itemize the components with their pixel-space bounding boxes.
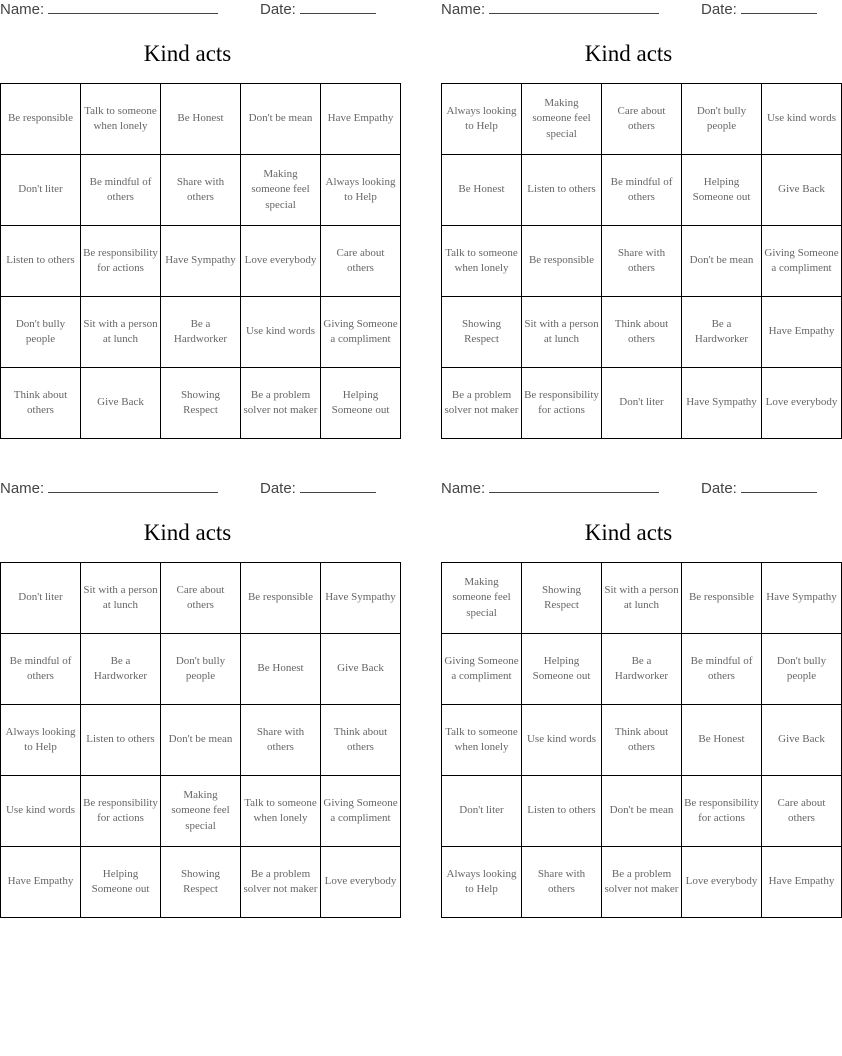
bingo-cell: Don't bully people	[1, 297, 81, 368]
bingo-cell: Think about others	[1, 368, 81, 439]
date-field	[260, 1, 376, 19]
bingo-cell: Be a problem solver not maker	[442, 368, 522, 439]
bingo-cell: Making someone feel special	[241, 155, 321, 226]
bingo-cell: Be responsibility for actions	[522, 368, 602, 439]
bingo-cell: Love everybody	[762, 368, 842, 439]
card-title: Kind acts	[143, 520, 232, 545]
bingo-cell: Giving Someone a compliment	[321, 297, 401, 368]
bingo-cell: Talk to someone when lonely	[442, 705, 522, 776]
bingo-cell: Helping Someone out	[682, 155, 762, 226]
bingo-cell: Be responsibility for actions	[682, 776, 762, 847]
bingo-cell: Giving Someone a compliment	[762, 226, 842, 297]
bingo-cell: Listen to others	[1, 226, 81, 297]
bingo-cell: Have Empathy	[762, 297, 842, 368]
bingo-cell: Think about others	[321, 705, 401, 776]
bingo-cell: Making someone feel special	[522, 84, 602, 155]
bingo-grid	[441, 83, 842, 439]
bingo-cell: Care about others	[602, 84, 682, 155]
bingo-cell: Listen to others	[81, 705, 161, 776]
bingo-cell: Don't be mean	[161, 705, 241, 776]
bingo-cell: Give Back	[762, 705, 842, 776]
bingo-cell: Always looking to Help	[321, 155, 401, 226]
bingo-row	[442, 847, 842, 918]
card-title: Kind acts	[584, 41, 673, 66]
bingo-cell: Give Back	[321, 634, 401, 705]
bingo-row	[1, 368, 401, 439]
bingo-cell: Helping Someone out	[522, 634, 602, 705]
name-field	[441, 1, 659, 19]
bingo-cell: Don't liter	[602, 368, 682, 439]
bingo-cell: Care about others	[321, 226, 401, 297]
bingo-cell: Have Sympathy	[321, 563, 401, 634]
bingo-row	[1, 563, 401, 634]
bingo-cell: Use kind words	[1, 776, 81, 847]
bingo-cell: Have Empathy	[321, 84, 401, 155]
date-field	[701, 480, 817, 498]
bingo-cell: Give Back	[762, 155, 842, 226]
bingo-cell: Be a problem solver not maker	[602, 847, 682, 918]
bingo-cell: Be mindful of others	[1, 634, 81, 705]
date-blank-line	[741, 1, 817, 14]
bingo-row	[1, 297, 401, 368]
name-blank-line	[489, 480, 659, 493]
bingo-cell: Love everybody	[241, 226, 321, 297]
date-label: Date:	[260, 480, 296, 497]
date-blank-line	[741, 480, 817, 493]
bingo-cell: Be responsible	[682, 563, 762, 634]
bingo-cell: Always looking to Help	[442, 84, 522, 155]
bingo-cell: Sit with a person at lunch	[602, 563, 682, 634]
bingo-row	[442, 155, 842, 226]
bingo-cell: Have Empathy	[1, 847, 81, 918]
date-field	[701, 1, 817, 19]
bingo-cell: Think about others	[602, 705, 682, 776]
name-blank-line	[48, 1, 218, 14]
bingo-row	[442, 368, 842, 439]
bingo-cell: Be a Hardworker	[81, 634, 161, 705]
card-title: Kind acts	[143, 41, 232, 66]
bingo-cell: Giving Someone a compliment	[321, 776, 401, 847]
name-field	[0, 480, 218, 498]
bingo-cell: Making someone feel special	[161, 776, 241, 847]
bingo-cell: Don't liter	[442, 776, 522, 847]
bingo-cell: Care about others	[161, 563, 241, 634]
bingo-cell: Sit with a person at lunch	[522, 297, 602, 368]
bingo-cell: Care about others	[762, 776, 842, 847]
name-label: Name:	[441, 480, 486, 497]
bingo-card	[441, 479, 837, 919]
name-field	[441, 480, 659, 498]
bingo-row	[1, 634, 401, 705]
name-blank-line	[489, 1, 659, 14]
date-label: Date:	[701, 1, 737, 18]
bingo-cell: Be mindful of others	[81, 155, 161, 226]
bingo-row	[1, 226, 401, 297]
bingo-row	[442, 776, 842, 847]
bingo-row	[1, 705, 401, 776]
bingo-cell: Be Honest	[241, 634, 321, 705]
date-label: Date:	[701, 480, 737, 497]
bingo-cell: Be responsible	[522, 226, 602, 297]
bingo-cell: Listen to others	[522, 776, 602, 847]
bingo-cell: Showing Respect	[522, 563, 602, 634]
bingo-cell: Talk to someone when lonely	[81, 84, 161, 155]
bingo-cell: Use kind words	[522, 705, 602, 776]
name-blank-line	[48, 480, 218, 493]
bingo-cell: Be responsibility for actions	[81, 776, 161, 847]
bingo-cell: Be mindful of others	[602, 155, 682, 226]
bingo-cell: Sit with a person at lunch	[81, 297, 161, 368]
bingo-cell: Don't bully people	[161, 634, 241, 705]
bingo-cell: Always looking to Help	[1, 705, 81, 776]
bingo-cell: Helping Someone out	[321, 368, 401, 439]
bingo-row	[1, 155, 401, 226]
bingo-cell: Share with others	[522, 847, 602, 918]
date-blank-line	[300, 480, 376, 493]
bingo-cell: Don't be mean	[602, 776, 682, 847]
bingo-cell: Giving Someone a compliment	[442, 634, 522, 705]
bingo-cell: Give Back	[81, 368, 161, 439]
bingo-card	[0, 0, 398, 440]
name-field	[0, 1, 218, 19]
bingo-row	[442, 226, 842, 297]
bingo-cell: Share with others	[161, 155, 241, 226]
bingo-cell: Be Honest	[682, 705, 762, 776]
bingo-cell: Showing Respect	[442, 297, 522, 368]
bingo-cell: Always looking to Help	[442, 847, 522, 918]
bingo-cell: Talk to someone when lonely	[241, 776, 321, 847]
bingo-row	[442, 634, 842, 705]
bingo-cell: Don't be mean	[241, 84, 321, 155]
bingo-card	[441, 0, 839, 440]
bingo-cell: Showing Respect	[161, 847, 241, 918]
card-title: Kind acts	[584, 520, 673, 545]
bingo-cell: Don't liter	[1, 155, 81, 226]
bingo-cell: Be mindful of others	[682, 634, 762, 705]
name-label: Name:	[441, 1, 486, 18]
bingo-cell: Helping Someone out	[81, 847, 161, 918]
bingo-grid	[0, 83, 401, 439]
bingo-grid	[0, 562, 401, 918]
bingo-cell: Talk to someone when lonely	[442, 226, 522, 297]
bingo-cell: Showing Respect	[161, 368, 241, 439]
bingo-cell: Think about others	[602, 297, 682, 368]
bingo-cell: Don't be mean	[682, 226, 762, 297]
bingo-grid	[441, 562, 842, 918]
bingo-cell: Don't bully people	[682, 84, 762, 155]
bingo-cell: Have Empathy	[762, 847, 842, 918]
bingo-cell: Don't bully people	[762, 634, 842, 705]
bingo-cell: Be Honest	[442, 155, 522, 226]
bingo-cell: Love everybody	[682, 847, 762, 918]
bingo-cell: Making someone feel special	[442, 563, 522, 634]
bingo-cell: Have Sympathy	[682, 368, 762, 439]
date-field	[260, 480, 376, 498]
bingo-cell: Use kind words	[241, 297, 321, 368]
bingo-cell: Be responsible	[1, 84, 81, 155]
name-label: Name:	[0, 1, 45, 18]
bingo-cell: Be a problem solver not maker	[241, 368, 321, 439]
bingo-card	[0, 479, 398, 919]
bingo-cell: Be responsible	[241, 563, 321, 634]
bingo-cell: Love everybody	[321, 847, 401, 918]
bingo-cell: Have Sympathy	[161, 226, 241, 297]
bingo-cell: Be a Hardworker	[602, 634, 682, 705]
bingo-row	[442, 563, 842, 634]
bingo-row	[442, 705, 842, 776]
bingo-row	[442, 84, 842, 155]
bingo-cell: Be a Hardworker	[682, 297, 762, 368]
bingo-cell: Have Sympathy	[762, 563, 842, 634]
bingo-row	[442, 297, 842, 368]
bingo-cell: Share with others	[602, 226, 682, 297]
bingo-cell: Be a problem solver not maker	[241, 847, 321, 918]
date-blank-line	[300, 1, 376, 14]
bingo-cell: Be responsibility for actions	[81, 226, 161, 297]
bingo-row	[1, 847, 401, 918]
bingo-cell: Be Honest	[161, 84, 241, 155]
bingo-row	[1, 776, 401, 847]
bingo-cell: Listen to others	[522, 155, 602, 226]
bingo-row	[1, 84, 401, 155]
date-label: Date:	[260, 1, 296, 18]
bingo-cell: Sit with a person at lunch	[81, 563, 161, 634]
bingo-cell: Use kind words	[762, 84, 842, 155]
bingo-cell: Be a Hardworker	[161, 297, 241, 368]
name-label: Name:	[0, 480, 45, 497]
bingo-cell: Don't liter	[1, 563, 81, 634]
bingo-cell: Share with others	[241, 705, 321, 776]
